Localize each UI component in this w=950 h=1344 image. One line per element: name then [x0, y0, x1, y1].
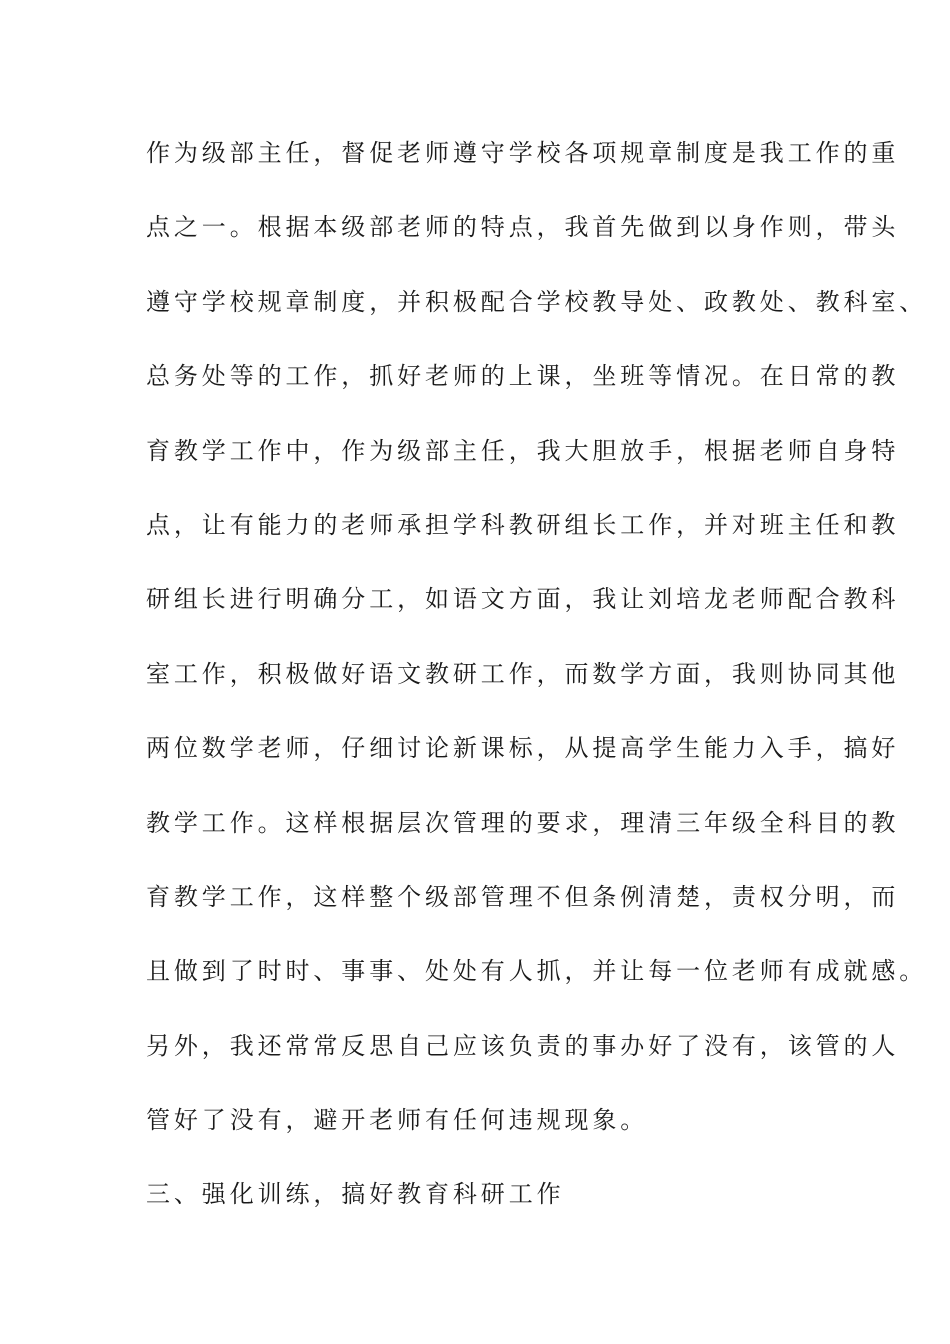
text-line: 两位数学老师，仔细讨论新课标，从提高学生能力入手，搞好 — [146, 734, 900, 763]
text-line: 且做到了时时、事事、处处有人抓，并让每一位老师有成就感。 — [146, 957, 928, 986]
section-heading: 三、强化训练，搞好教育科研工作 — [146, 1180, 565, 1209]
text-line: 育教学工作，这样整个级部管理不但条例清楚，责权分明，而 — [146, 882, 900, 911]
text-line: 管好了没有，避开老师有任何违规现象。 — [146, 1106, 649, 1135]
text-line: 室工作，积极做好语文教研工作，而数学方面，我则协同其他 — [146, 659, 900, 688]
text-line: 研组长进行明确分工，如语文方面，我让刘培龙老师配合教科 — [146, 585, 900, 614]
body-text — [146, 133, 928, 1249]
text-line: 点之一。根据本级部老师的特点，我首先做到以身作则，带头 — [146, 213, 900, 242]
text-line: 遵守学校规章制度，并积极配合学校教导处、政教处、教科室、 — [146, 287, 928, 316]
text-line: 教学工作。这样根据层次管理的要求，理清三年级全科目的教 — [146, 808, 900, 837]
text-line: 作为级部主任，督促老师遵守学校各项规章制度是我工作的重 — [146, 139, 900, 167]
text-line: 另外，我还常常反思自己应该负责的事办好了没有，该管的人 — [146, 1031, 900, 1060]
text-line: 育教学工作中，作为级部主任，我大胆放手，根据老师自身特 — [146, 436, 900, 465]
text-line: 点，让有能力的老师承担学科教研组长工作，并对班主任和教 — [146, 510, 900, 539]
text-line: 总务处等的工作，抓好老师的上课，坐班等情况。在日常的教 — [146, 362, 900, 391]
